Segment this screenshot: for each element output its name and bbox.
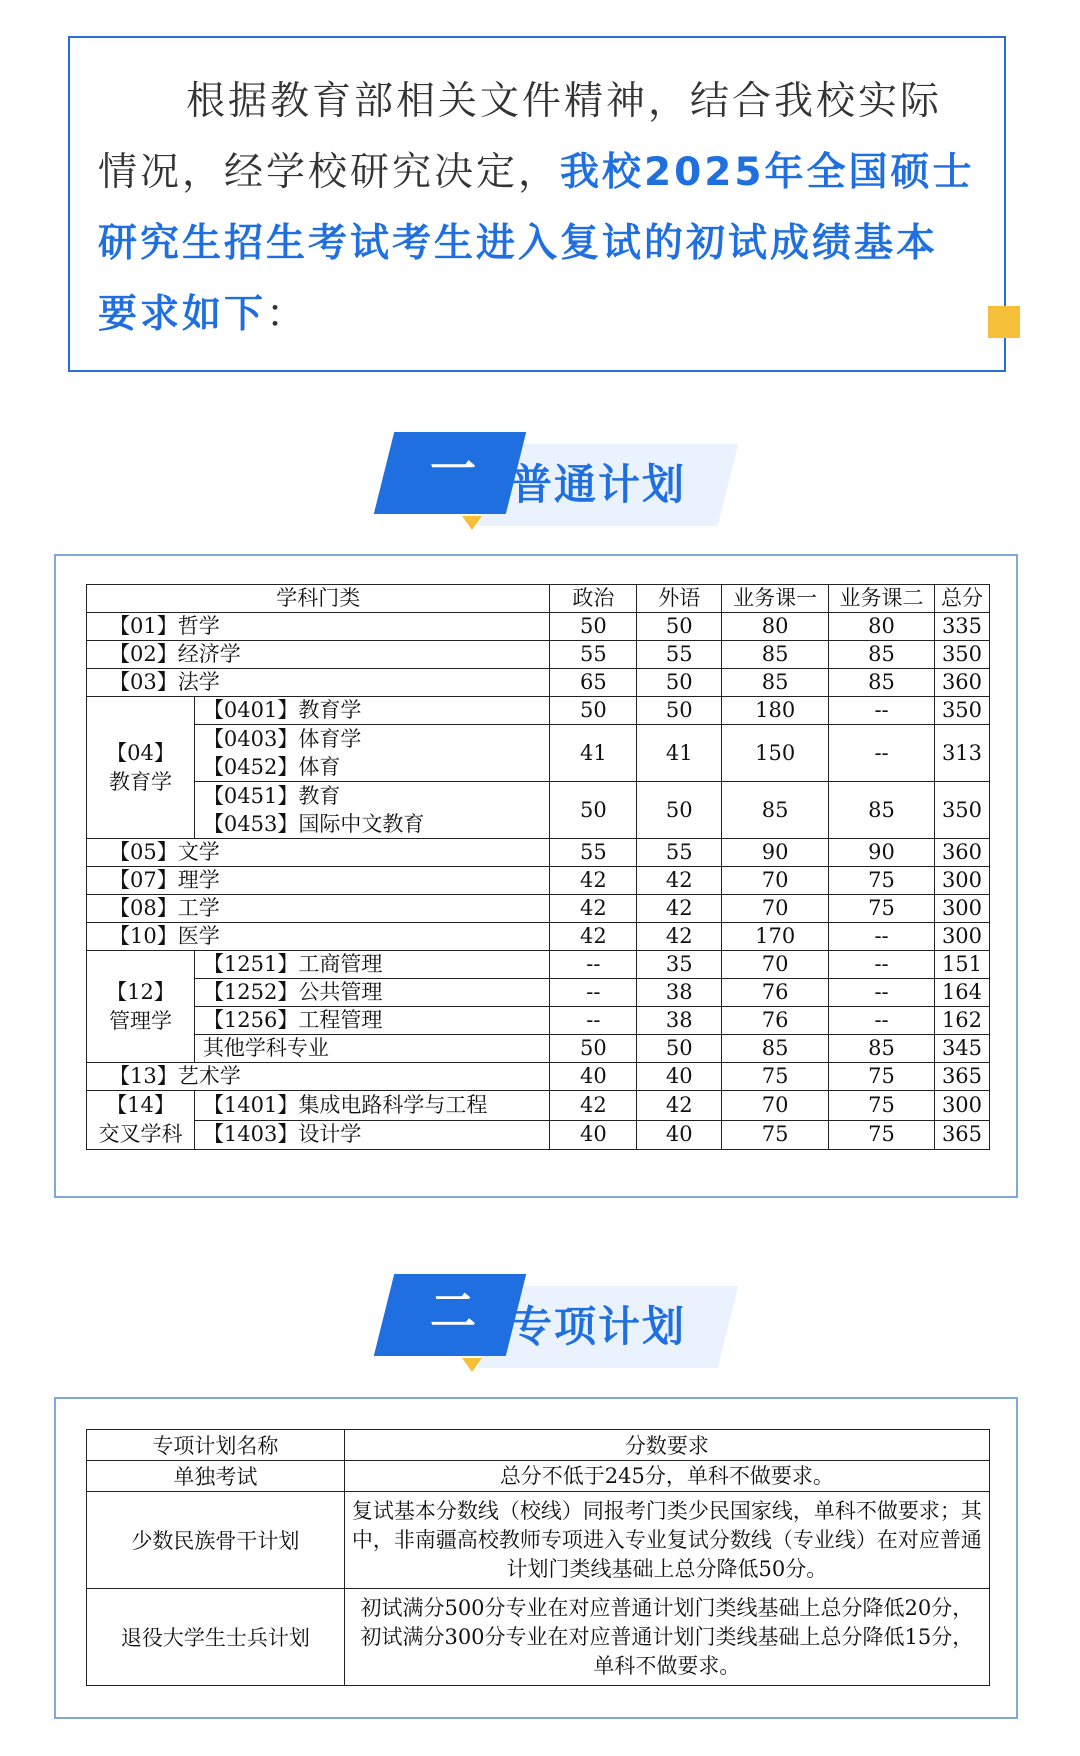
special-plan-table	[86, 1429, 990, 1686]
subject-name: 【01】哲学	[87, 613, 550, 641]
score-cell: 42	[550, 867, 637, 895]
score-cell: 50	[550, 613, 637, 641]
score-cell: 50	[550, 1035, 637, 1063]
score-cell: 50	[637, 1035, 722, 1063]
score-cell: 55	[550, 839, 637, 867]
score-cell: 300	[934, 1091, 989, 1121]
score-cell: --	[829, 725, 935, 782]
score-cell: 85	[722, 641, 829, 669]
major-name	[194, 782, 550, 839]
score-cell: 38	[637, 1007, 722, 1035]
intro-normal-text: 根据教育部相关文件精神，结合我校实际情况，经学校研究决定，	[98, 79, 943, 195]
score-cell: 42	[637, 867, 722, 895]
intro-tail-text: ：	[266, 292, 309, 337]
table-row	[87, 1589, 990, 1686]
score-cell: 42	[550, 1091, 637, 1121]
score-cell: 85	[722, 782, 829, 839]
major-name: 【1251】工商管理	[194, 951, 550, 979]
score-cell: 85	[722, 1035, 829, 1063]
score-cell: 75	[829, 867, 935, 895]
special-plan-frame	[54, 1397, 1018, 1719]
subject-name: 【05】文学	[87, 839, 550, 867]
score-cell: 42	[637, 923, 722, 951]
table-row	[87, 895, 990, 923]
score-cell: 70	[722, 867, 829, 895]
score-cell: 90	[829, 839, 935, 867]
section-header-special-plan	[376, 1262, 736, 1372]
score-cell: 75	[722, 1063, 829, 1091]
score-cell: 41	[550, 725, 637, 782]
plan-name: 单独考试	[87, 1461, 345, 1492]
score-cell: 40	[550, 1063, 637, 1091]
normal-plan-frame	[54, 554, 1018, 1198]
score-cell: 70	[722, 951, 829, 979]
score-cell: 42	[550, 895, 637, 923]
score-cell: --	[829, 979, 935, 1007]
subject-name: 【08】工学	[87, 895, 550, 923]
header-cell: 业务课二	[829, 585, 935, 613]
corner-decoration	[988, 306, 1020, 338]
plan-name: 退役大学生士兵计划	[87, 1589, 345, 1686]
group-name: 教育学	[108, 769, 172, 794]
table-row	[87, 923, 990, 951]
table-row	[87, 1063, 990, 1091]
score-cell: 350	[934, 697, 989, 725]
score-cell: 40	[637, 1063, 722, 1091]
score-cell: 65	[550, 669, 637, 697]
score-cell: 50	[637, 613, 722, 641]
score-cell: 300	[934, 895, 989, 923]
score-cell: 313	[934, 725, 989, 782]
score-cell: 38	[637, 979, 722, 1007]
group-label-interdisciplinary	[87, 1091, 195, 1150]
major-name-line: 【0452】体育	[202, 755, 341, 779]
subject-name: 【07】理学	[87, 867, 550, 895]
group-code: 【14】	[106, 1093, 175, 1117]
group-label-management	[87, 951, 195, 1063]
table-row	[87, 1007, 990, 1035]
score-cell: 360	[934, 669, 989, 697]
subject-name: 【02】经济学	[87, 641, 550, 669]
score-cell: 50	[550, 697, 637, 725]
score-cell: 41	[637, 725, 722, 782]
score-cell: 75	[829, 1120, 935, 1150]
score-cell: 151	[934, 951, 989, 979]
table-row	[87, 1120, 990, 1150]
table-row	[87, 669, 990, 697]
score-cell: 150	[722, 725, 829, 782]
score-cell: 180	[722, 697, 829, 725]
score-cell: 50	[637, 669, 722, 697]
group-name: 管理学	[108, 1008, 172, 1033]
major-name-line: 【0451】教育	[202, 784, 341, 808]
score-cell: 164	[934, 979, 989, 1007]
score-cell: 50	[550, 782, 637, 839]
header-cell: 外语	[637, 585, 722, 613]
table-row	[87, 613, 990, 641]
section-title: 专项计划	[510, 1302, 687, 1351]
subject-name: 【10】医学	[87, 923, 550, 951]
score-cell: 300	[934, 867, 989, 895]
score-cell: 42	[637, 1091, 722, 1121]
score-cell: 365	[934, 1120, 989, 1150]
header-cell: 总分	[934, 585, 989, 613]
score-cell: 85	[829, 669, 935, 697]
score-cell: 85	[829, 641, 935, 669]
section-title: 普通计划	[510, 460, 687, 509]
header-cell: 政治	[550, 585, 637, 613]
major-name: 【1252】公共管理	[194, 979, 550, 1007]
plan-requirement: 总分不低于245分，单科不做要求。	[344, 1461, 989, 1492]
score-cell: --	[829, 697, 935, 725]
score-cell: 350	[934, 641, 989, 669]
major-name: 【1401】集成电路科学与工程	[194, 1091, 550, 1121]
score-cell: 345	[934, 1035, 989, 1063]
table-row	[87, 1492, 990, 1589]
header-cell: 业务课一	[722, 585, 829, 613]
score-cell: 42	[550, 923, 637, 951]
header-cell: 专项计划名称	[87, 1430, 345, 1461]
table-row	[87, 697, 990, 725]
score-cell: 360	[934, 839, 989, 867]
intro-paragraph	[98, 66, 978, 350]
table-header-row	[87, 1430, 990, 1461]
subject-name: 【03】法学	[87, 669, 550, 697]
section-triangle-decoration	[462, 516, 482, 530]
score-cell: 55	[637, 839, 722, 867]
score-cell: --	[829, 1007, 935, 1035]
table-row	[87, 839, 990, 867]
plan-requirement: 复试基本分数线（校线）同报考门类少民国家线，单科不做要求；其中，非南疆高校教师专项进入专业复试分数线（专业线）在对应普通计划门类线基础上总分降低50分。	[344, 1492, 989, 1589]
score-cell: 80	[722, 613, 829, 641]
normal-plan-table	[86, 584, 990, 1150]
score-cell: 300	[934, 923, 989, 951]
major-name-line: 【0403】体育学	[202, 727, 362, 751]
score-cell: 75	[722, 1120, 829, 1150]
major-name: 【1403】设计学	[194, 1120, 550, 1150]
score-cell: 35	[637, 951, 722, 979]
score-cell: 40	[550, 1120, 637, 1150]
table-row	[87, 1461, 990, 1492]
score-cell: --	[550, 951, 637, 979]
score-cell: 75	[829, 895, 935, 923]
major-name: 【1256】工程管理	[194, 1007, 550, 1035]
major-name	[194, 725, 550, 782]
score-cell: 40	[637, 1120, 722, 1150]
score-cell: 50	[637, 782, 722, 839]
table-row	[87, 782, 990, 839]
score-cell: 365	[934, 1063, 989, 1091]
intro-highlight-text: 我校2025年全国硕士研究生招生考试考生进入复试的初试成绩基本要求如下	[98, 150, 975, 337]
major-name: 【0401】教育学	[194, 697, 550, 725]
score-cell: 76	[722, 979, 829, 1007]
table-row	[87, 951, 990, 979]
score-cell: 80	[829, 613, 935, 641]
score-cell: --	[550, 979, 637, 1007]
table-row	[87, 867, 990, 895]
score-cell: 70	[722, 895, 829, 923]
header-cell: 学科门类	[87, 585, 550, 613]
score-cell: 42	[637, 895, 722, 923]
score-cell: 76	[722, 1007, 829, 1035]
table-row	[87, 641, 990, 669]
score-cell: 55	[637, 641, 722, 669]
group-code: 【04】	[106, 740, 175, 765]
score-cell: 85	[829, 782, 935, 839]
group-code: 【12】	[106, 979, 175, 1004]
plan-name: 少数民族骨干计划	[87, 1492, 345, 1589]
intro-box	[68, 36, 1006, 372]
score-cell: --	[829, 951, 935, 979]
score-cell: 75	[829, 1063, 935, 1091]
section-triangle-decoration	[462, 1358, 482, 1372]
score-cell: --	[550, 1007, 637, 1035]
major-name: 其他学科专业	[194, 1035, 550, 1063]
score-cell: --	[829, 923, 935, 951]
section-number: 一	[430, 442, 476, 496]
table-header-row	[87, 585, 990, 613]
section-number: 二	[430, 1284, 476, 1338]
score-cell: 70	[722, 1091, 829, 1121]
table-row	[87, 1035, 990, 1063]
subject-name: 【13】艺术学	[87, 1063, 550, 1091]
score-cell: 55	[550, 641, 637, 669]
group-name: 交叉学科	[98, 1122, 183, 1146]
score-cell: 170	[722, 923, 829, 951]
table-row	[87, 725, 990, 782]
score-cell: 90	[722, 839, 829, 867]
score-cell: 85	[829, 1035, 935, 1063]
score-cell: 75	[829, 1091, 935, 1121]
header-cell: 分数要求	[344, 1430, 989, 1461]
score-cell: 50	[637, 697, 722, 725]
plan-requirement: 初试满分500分专业在对应普通计划门类线基础上总分降低20分，初试满分300分专业在对应普通计划门类线基础上总分降低15分，单科不做要求。	[344, 1589, 989, 1686]
major-name-line: 【0453】国际中文教育	[202, 812, 425, 836]
section-header-normal-plan	[376, 420, 736, 530]
group-label-education	[87, 697, 195, 839]
score-cell: 335	[934, 613, 989, 641]
table-row	[87, 1091, 990, 1121]
score-cell: 85	[722, 669, 829, 697]
score-cell: 350	[934, 782, 989, 839]
score-cell: 162	[934, 1007, 989, 1035]
table-row	[87, 979, 990, 1007]
